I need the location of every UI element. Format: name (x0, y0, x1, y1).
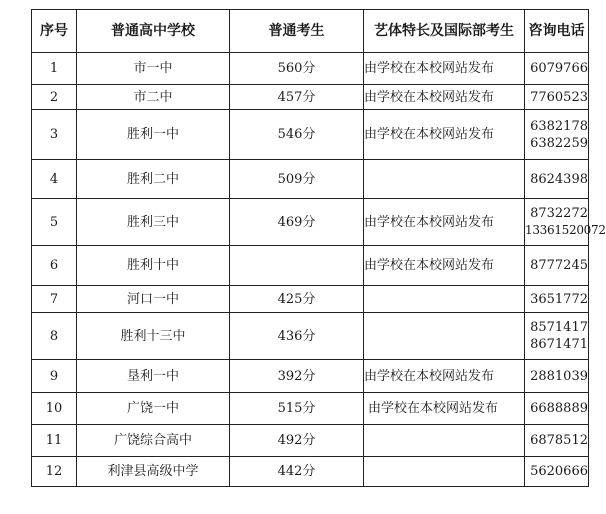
phone-number: 8671471 (530, 337, 588, 352)
phone-number: 8732272 (530, 206, 588, 221)
regular-score: 392分 (230, 360, 364, 393)
table-row (32, 85, 589, 110)
regular-score: 546分 (230, 110, 364, 160)
phone-cell (525, 313, 589, 360)
header-regular-score: 普通考生 (230, 10, 364, 53)
school-name: 广饶综合高中 (77, 425, 230, 457)
table-row (32, 110, 589, 160)
regular-score: 515分 (230, 393, 364, 425)
header-art-international: 艺体特长及国际部考生 (364, 10, 525, 53)
phone-cell (525, 457, 589, 487)
phone-number: 5620666 (530, 464, 588, 479)
row-index: 8 (32, 313, 77, 360)
row-index: 11 (32, 425, 77, 457)
phone-number: 2881039 (530, 368, 588, 384)
phone-number: 13361520072 (525, 223, 606, 237)
row-index: 7 (32, 286, 77, 313)
row-index: 6 (32, 246, 77, 286)
phone-cell (525, 246, 589, 286)
art-note: 由学校在本校网站发布 (364, 85, 525, 110)
row-index: 9 (32, 360, 77, 393)
regular-score (230, 246, 364, 286)
admission-score-table (31, 9, 606, 487)
art-note (364, 457, 525, 487)
school-name: 胜利二中 (77, 160, 230, 199)
table-row (32, 360, 589, 393)
school-name: 利津县高级中学 (77, 457, 230, 487)
regular-score: 560分 (230, 53, 364, 85)
phone-number: 8571417 (530, 320, 588, 335)
school-name: 胜利十三中 (77, 313, 230, 360)
regular-score: 457分 (230, 85, 364, 110)
table-row (32, 246, 589, 286)
school-name: 市一中 (77, 53, 230, 85)
phone-cell (525, 53, 589, 85)
art-note: 由学校在本校网站发布 (364, 246, 525, 286)
row-index: 3 (32, 110, 77, 160)
phone-cell (525, 160, 589, 199)
school-name: 胜利三中 (77, 199, 230, 246)
row-index: 12 (32, 457, 77, 487)
art-note: 由学校在本校网站发布 (364, 53, 525, 85)
row-index: 10 (32, 393, 77, 425)
phone-cell (525, 393, 589, 425)
regular-score: 425分 (230, 286, 364, 313)
table-row (32, 199, 589, 246)
art-note: 由学校在本校网站发布 (364, 199, 525, 246)
table-row (32, 425, 589, 457)
header-index: 序号 (32, 10, 77, 53)
row-index: 2 (32, 85, 77, 110)
art-note (364, 313, 525, 360)
row-index: 1 (32, 53, 77, 85)
phone-number: 8777245 (530, 258, 588, 273)
art-note: 由学校在本校网站发布 (364, 110, 525, 160)
phone-cell (525, 110, 589, 160)
table-row (32, 286, 589, 313)
phone-cell (525, 199, 606, 246)
regular-score: 436分 (230, 313, 364, 360)
regular-score: 442分 (230, 457, 364, 487)
phone-number: 7760523 (530, 89, 588, 105)
phone-cell (525, 286, 589, 313)
school-name: 市二中 (77, 85, 230, 110)
table-row (32, 160, 589, 199)
art-note (364, 425, 525, 457)
art-note: 由学校在本校网站发布 (364, 360, 525, 393)
table-row (32, 457, 589, 487)
school-name: 河口一中 (77, 286, 230, 313)
table-row (32, 313, 589, 360)
phone-number: 6382178 (530, 118, 588, 134)
school-name: 胜利一中 (77, 110, 230, 160)
phone-number: 6382259 (530, 135, 588, 151)
regular-score: 509分 (230, 160, 364, 199)
art-note (364, 160, 525, 199)
phone-cell (525, 360, 589, 393)
phone-number: 3651772 (530, 291, 588, 307)
regular-score: 492分 (230, 425, 364, 457)
row-index: 5 (32, 199, 77, 246)
art-note (364, 286, 525, 313)
school-name: 广饶一中 (77, 393, 230, 425)
phone-cell (525, 425, 589, 457)
school-name: 胜利十中 (77, 246, 230, 286)
header-phone: 咨询电话 (525, 10, 589, 53)
phone-cell (525, 85, 589, 110)
phone-number: 6878512 (530, 433, 588, 448)
header-school: 普通高中学校 (77, 10, 230, 53)
regular-score: 469分 (230, 199, 364, 246)
row-index: 4 (32, 160, 77, 199)
table-row (32, 53, 589, 85)
header-row (32, 10, 589, 53)
phone-number: 8624398 (530, 171, 588, 187)
phone-number: 6688889 (530, 401, 588, 416)
table-row (32, 393, 589, 425)
art-note: 由学校在本校网站发布 (364, 393, 525, 425)
phone-number: 6079766 (530, 61, 588, 76)
school-name: 垦利一中 (77, 360, 230, 393)
